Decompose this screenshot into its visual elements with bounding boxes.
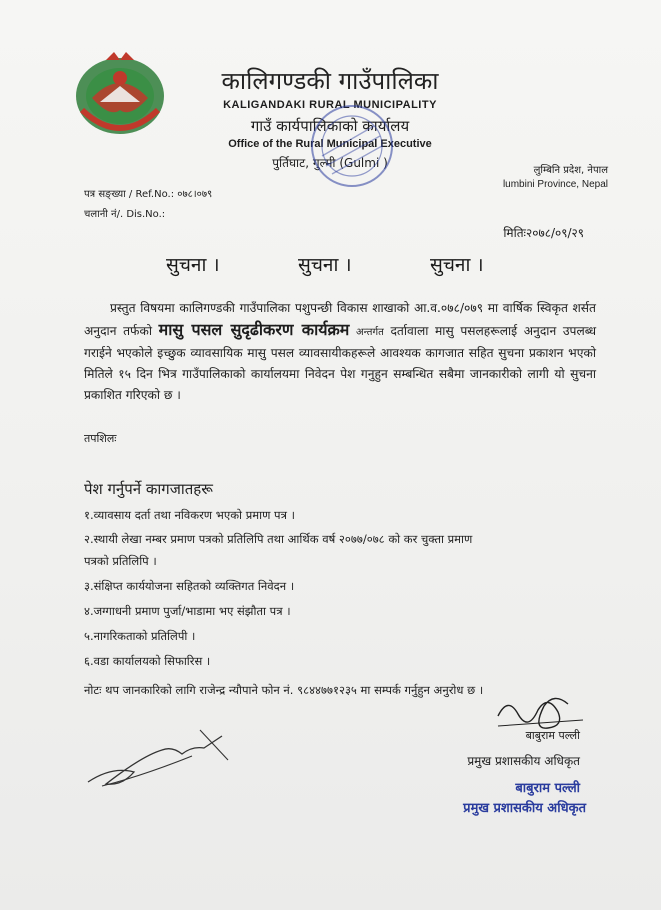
list-item: २.स्थायी लेखा नम्बर प्रमाण पत्रको प्रतिलिपि तथा आर्थिक वर्ष २०७७/०७८ को कर चुक्ता प्रमाण [84, 532, 473, 546]
province-ne: लुम्बिनि प्रदेश, नेपाल [533, 165, 608, 176]
municipality-title-ne: कालिगण्डकी गाउँपालिका [221, 67, 439, 95]
notice-body [84, 298, 596, 406]
left-signature-icon [82, 726, 232, 796]
stamp-title: प्रमुख प्रशासकीय अधिकृत [463, 801, 586, 816]
province-en: lumbini Province, Nepal [502, 179, 608, 190]
office-address: पुर्तिघाट, गुल्मी (Gulmi ) [272, 156, 388, 170]
notice-word-1: सुचना । [166, 254, 220, 276]
notice-date: मितिः२०७८/०९/२९ [503, 226, 584, 240]
list-item: ५.नागरिकताको प्रतिलिपी । [84, 629, 196, 643]
signer-title: प्रमुख प्रशासकीय अधिकृत [467, 754, 580, 768]
office-title-ne: गाउँ कार्यपालिकाको कार्यालय [250, 117, 410, 135]
list-item: ४.जग्गाधनी प्रमाण पुर्जा/भाडामा भए संझौता पत्र । [84, 604, 291, 618]
notice-heading [130, 251, 550, 281]
list-item: ६.वडा कार्यालयको सिफारिस । [84, 654, 211, 668]
list-item: पत्रको प्रतिलिपि । [84, 554, 157, 568]
contact-note: नोटः थप जानकारिको लागि राजेन्द्र न्यौपाने फोन नं. ९८४४७७१२३५ मा सम्पर्क गर्नुहुन अनुरोध छ । [84, 683, 484, 697]
office-title-en: Office of the Rural Municipal Executive [228, 138, 432, 150]
list-item: ३.संक्षिप्त कार्ययोजना सहितको व्यक्तिगत निवेदन । [84, 579, 295, 593]
office-seal-stamp-icon [292, 86, 412, 206]
body-part-1: प्रस्तुत विषयमा कालिगण्डकी गाउँपालिका पशुपन्छी विकास शाखाको आ.व.०७८/०७९ मा वार्षिक स्विकृत शर्सत अनुदान तर्फको [84, 301, 596, 338]
reference-number: पत्र सङ्ख्या / Ref.No.: ०७८।०७९ [84, 189, 213, 200]
list-item: १.व्यावसाय दर्ता तथा नविकरण भएको प्रमाण पत्र । [84, 508, 295, 522]
body-part-2: दर्तावाला मासु पसलहरूलाई अनुदान उपलब्ध गराईने भएकोले इच्छुक व्यावसायिक मासु पसल व्यावसायीकहरूले आवश्यक कागजात सहित सुचना प्रकाशन भएको मितिले १५ दिन भित्र गाउँपालिकाको कार्यालयमा निवेदन पेश गनुहुन सम्बन्धित सबैमा जानकारीको लागी यो सुचना प्रकाशित गरिएको छ । [84, 324, 597, 402]
municipality-title-en: KALIGANDAKI RURAL MUNICIPALITY [223, 99, 437, 111]
signer-name: बाबुराम पल्ली [525, 729, 580, 742]
dispatch-number: चलानी नं/. Dis.No.: [84, 209, 166, 220]
notice-word-3: सुचना । [430, 254, 484, 276]
body-antargat: अन्तर्गत [356, 327, 384, 338]
details-label: तपशिलः [84, 432, 117, 445]
stamp-name: बाबुराम पल्ली [515, 781, 580, 796]
program-name: मासु पसल सुदृढीकरण कार्यक्रम [158, 320, 350, 339]
notice-word-2: सुचना । [298, 254, 352, 276]
required-documents-title: पेश गर्नुपर्ने कागजातहरू [84, 480, 213, 498]
